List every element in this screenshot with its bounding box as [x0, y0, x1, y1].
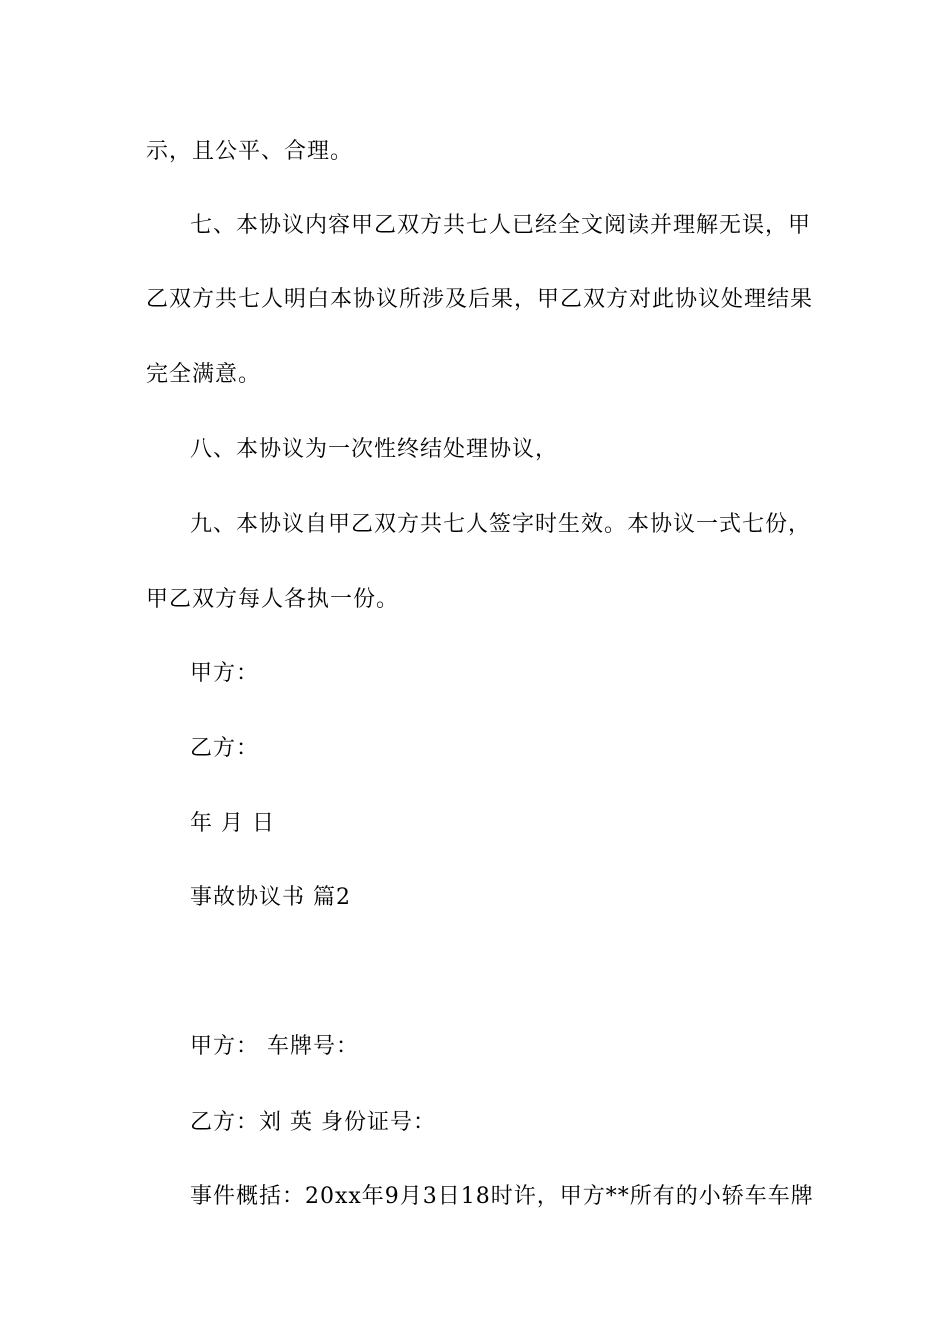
paragraph-line: 示，且公平、合理。: [146, 139, 354, 164]
clause-nine-line-2: 甲乙双方每人各执一份。: [146, 587, 400, 612]
section-heading: 事故协议书 篇2: [190, 885, 351, 910]
clause-seven-line-1: 七、本协议内容甲乙双方共七人已经全文阅读并理解无误，甲: [190, 213, 812, 238]
party-b-signature: 乙方：: [190, 736, 260, 761]
date-line: 年 月 日: [190, 811, 275, 836]
clause-seven-line-2: 乙双方共七人明白本协议所涉及后果，甲乙双方对此协议处理结果: [146, 287, 814, 312]
party-a-plate: 甲方： 车牌号：: [190, 1034, 359, 1059]
party-b-id: 乙方：刘 英 身份证号：: [190, 1110, 436, 1135]
clause-nine-line-1: 九、本协议自甲乙双方共七人签字时生效。本协议一式七份，: [190, 512, 812, 537]
party-a-signature: 甲方：: [190, 661, 260, 686]
clause-seven-line-3: 完全满意。: [146, 362, 262, 387]
incident-summary: 事件概括：20xx年9月3日18时许，甲方**所有的小轿车车牌: [190, 1184, 814, 1209]
clause-eight: 八、本协议为一次性终结处理协议，: [190, 437, 559, 462]
